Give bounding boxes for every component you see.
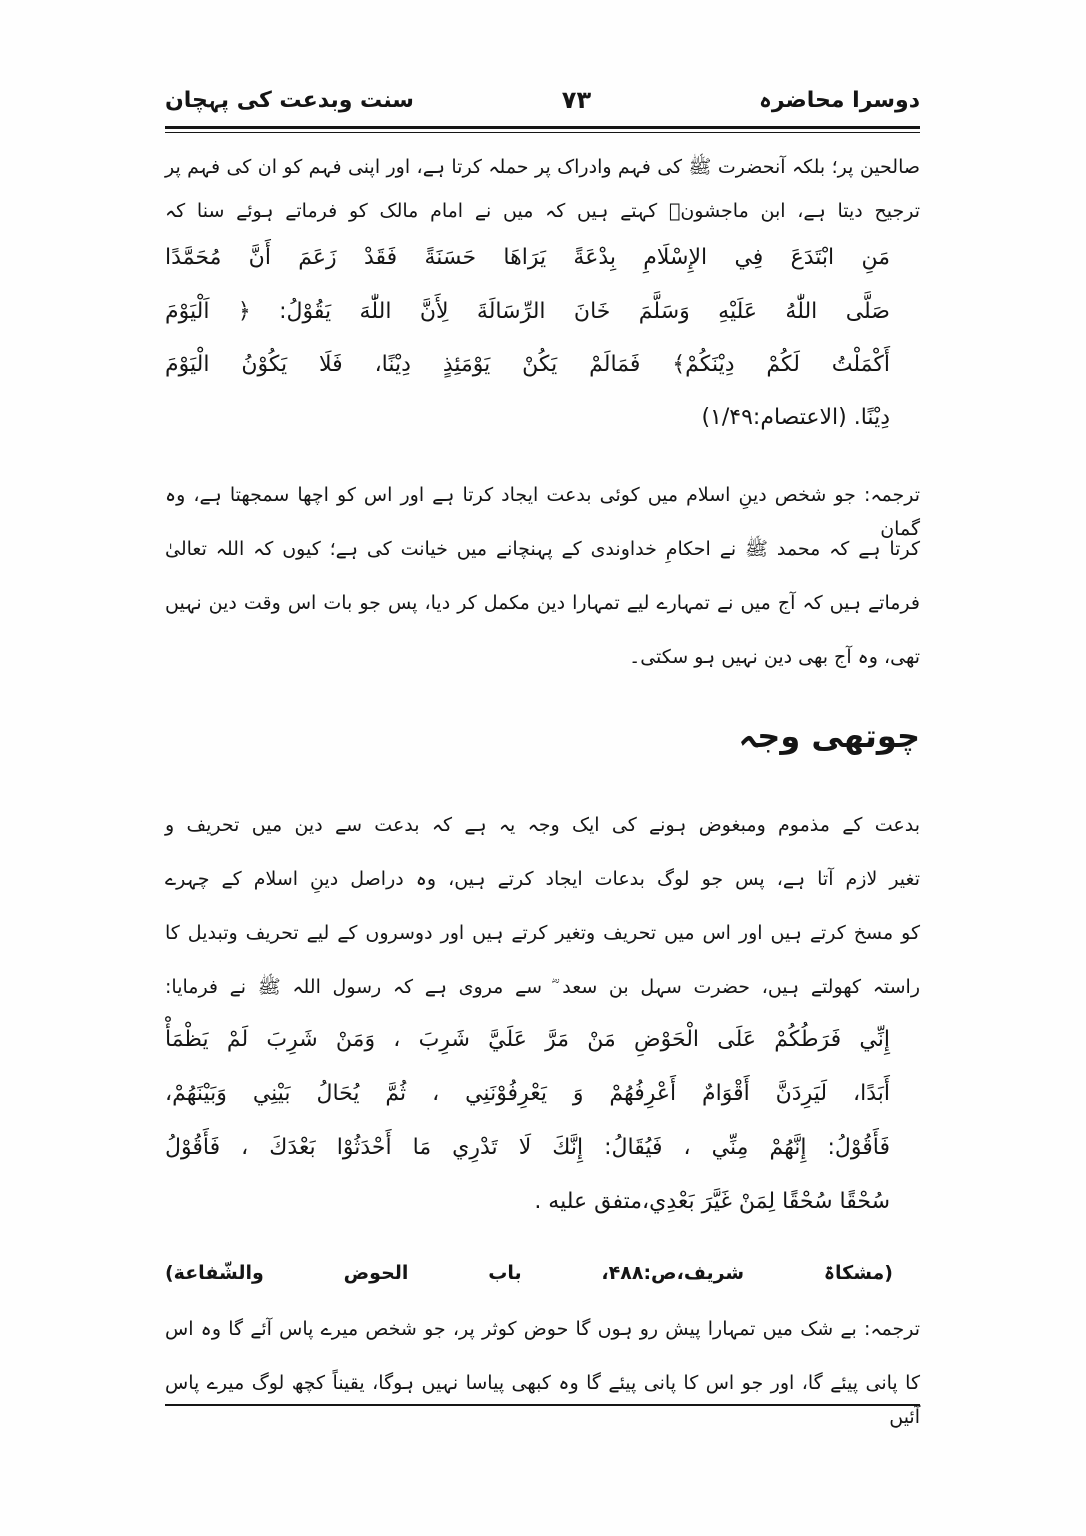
paragraph-line: کو مسخ کرتے ہیں اور اس میں تحریف وتغیر کرتے ہیں اور دوسروں کے لیے تحریف وتبدیل کا <box>165 922 920 944</box>
hadith-reference: (مشکاۃ شریف،ص:۴۸۸، باب الحوض والشّفاعة) <box>165 1262 893 1284</box>
arabic-quote-line: سُحْقًا سُحْقًا لِمَنْ غَيَّرَ بَعْدِي،متفق عليه . <box>534 1189 890 1214</box>
header-rule-thick <box>165 126 920 129</box>
intro-line: ترجیح دیتا ہے، ابن ماجشونؒ کہتے ہیں کہ میں نے امام مالک کو فرماتے ہوئے سنا کہ <box>165 200 920 222</box>
arabic-quote-line: أَبَدًا، لَيَرِدَنَّ أَقْوَامٌ أَعْرِفُهُمْ وَ يَعْرِفُوْنَنِي ، ثُمَّ يُحَالُ بَيْنِي وَبَيْنَهُمْ، <box>165 1081 890 1106</box>
arabic-quote-line: فَأَقُوْلُ: إِنَّهُمْ مِنِّي ، فَيُقَالُ: إِنَّكَ لَا تَدْرِي مَا أَحْدَثُوْا بَعْدَكَ ، فَأَقُوْلُ <box>165 1135 890 1160</box>
header-rule-thin <box>165 132 920 133</box>
translation-line: ترجمہ: جو شخص دینِ اسلام میں کوئی بدعت ایجاد کرتا ہے اور اس کو اچھا سمجھتا ہے، وہ گمان <box>165 484 920 540</box>
translation-line: کرتا ہے کہ محمد ﷺ نے احکامِ خداوندی کے پہنچانے میں خیانت کی ہے؛ کیوں کہ اللہ تعالیٰ <box>165 538 920 560</box>
translation-line: فرماتے ہیں کہ آج میں نے تمہارے لیے تمہارا دین مکمل کر دیا، پس جو بات اس وقت دین نہیں <box>165 592 920 614</box>
translation-line: تھی، وہ آج بھی دین نہیں ہو سکتی۔ <box>629 646 920 668</box>
arabic-quote-line: إِنِّي فَرَطُكُمْ عَلَى الْحَوْضِ مَنْ مَرَّ عَلَيَّ شَرِبَ ، وَمَنْ شَرِبَ لَمْ يَظْمَأْ <box>165 1027 890 1052</box>
section-heading: چوتھی وجہ <box>738 717 920 755</box>
paragraph-line: بدعت کے مذموم ومبغوض ہونے کی ایک وجہ یہ ہے کہ بدعت سے دین میں تحریف و <box>165 814 920 836</box>
arabic-quote-line: مَنِ ابْتَدَعَ فِي الإِسْلَامِ بِدْعَةً يَرَاهَا حَسَنَةً فَقَدْ زَعَمَ أَنَّ مُحَمَّدًا <box>165 245 890 270</box>
arabic-quote-line: أَكْمَلْتُ لَكُمْ دِيْنَكُمْ﴾ فَمَالَمْ يَكُنْ يَوْمَئِذٍ دِيْنًا، فَلَا يَكُوْنُ الْيَوْمَ <box>165 352 890 377</box>
translation-line: ترجمہ: بے شک میں تمہارا پیش رو ہوں گا حوض کوثر پر، جو شخص میرے پاس آئے گا وہ اس <box>165 1318 920 1340</box>
footer-rule <box>165 1404 920 1406</box>
running-header <box>165 80 920 120</box>
intro-line: صالحین پر؛ بلکہ آنحضرت ﷺ کی فہم وادراک پر حملہ کرتا ہے، اور اپنی فہم کو ان کی فہم پر <box>165 156 920 178</box>
translation-line: کا پانی پیئے گا، اور جو اس کا پانی پیئے گا وہ کبھی پیاسا نہیں ہوگا، یقیناً کچھ لوگ میرے پاس آئیں <box>165 1372 920 1428</box>
arabic-quote-line: صَلَّى اللّٰهُ عَلَيْهِ وَسَلَّمَ خَانَ الرِّسَالَةَ لِأَنَّ اللّٰهَ يَقُوْلُ: ﴿ اَلْيَوْمَ <box>165 299 890 324</box>
page-number: ۷۳ <box>561 86 592 114</box>
chapter-title: دوسرا محاضرہ <box>758 87 920 113</box>
book-title: سنت وبدعت کی پہچان <box>165 87 414 113</box>
paragraph-line: راستہ کھولتے ہیں، حضرت سہل بن سعد ؓ سے مروی ہے کہ رسول اللہ ﷺ نے فرمایا: <box>165 976 920 998</box>
arabic-quote-line: دِيْنًا. (الاعتصام:۱/۴۹) <box>701 405 890 430</box>
paragraph-line: تغیر لازم آتا ہے، پس جو لوگ بدعات ایجاد کرتے ہیں، وہ دراصل دینِ اسلام کے چہرے <box>165 868 920 890</box>
